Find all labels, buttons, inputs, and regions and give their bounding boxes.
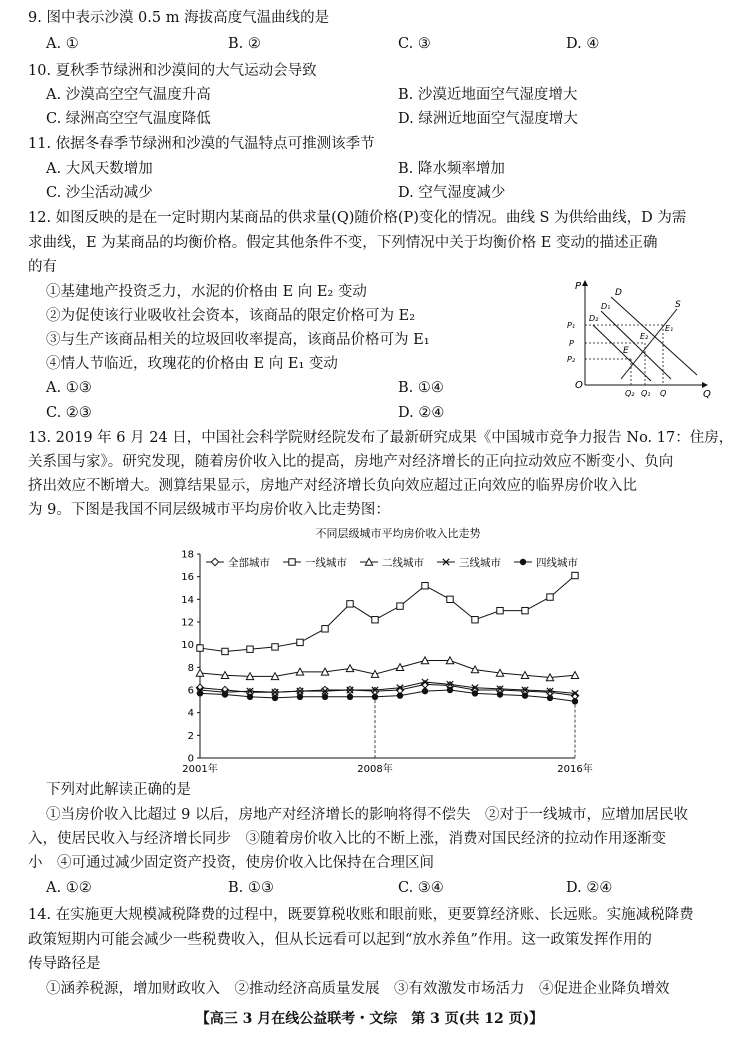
q13-option-b: B. ①③ <box>228 880 274 896</box>
q12-stem-line-3: 的有 <box>28 259 57 275</box>
q12-option-a: A. ①③ <box>46 380 92 396</box>
y-tick-label: 18 <box>181 549 194 561</box>
q13-after-chart: 下列对此解读正确的是 <box>46 782 191 798</box>
q12-option-c: C. ②③ <box>46 405 92 421</box>
series-4 <box>197 679 578 697</box>
point-dot <box>272 695 278 701</box>
diagram-label-e: E <box>623 346 629 356</box>
point-dot <box>422 688 428 694</box>
q14-items-line: ①涵养税源，增加财政收入 ②推动经济高质量发展 ③有效激发市场活力 ④促进企业降负增效 <box>46 981 670 997</box>
point-dot <box>397 692 403 698</box>
point-dot <box>222 691 228 697</box>
point-square <box>472 617 478 623</box>
q13-stem-line-3: 挤出效应不断增大。测算结果显示，房地产对经济增长负向效应超过正向效应的临界房价收入比 <box>28 478 637 494</box>
legend-label: 二线城市 <box>382 557 424 569</box>
point-square <box>547 594 553 600</box>
point-dot <box>522 692 528 698</box>
q11-option-d: D. 空气湿度减少 <box>398 185 506 201</box>
point-dot <box>372 694 378 700</box>
point-square <box>347 601 353 607</box>
diagram-label-q2: Q₂ <box>625 389 635 398</box>
q14-stem-line-2: 政策短期内可能会减少一些税费收入，但从长远看可以起到“放水养鱼”作用。这一政策发挥作用的 <box>28 932 652 948</box>
x-tick-label: 2016年 <box>557 764 593 775</box>
q11-option-b: B. 降水频率增加 <box>398 161 505 177</box>
diagram-label-d1: D₁ <box>601 302 611 311</box>
legend-label: 四线城市 <box>536 557 578 569</box>
point-diamond <box>321 686 328 693</box>
point-square <box>572 572 578 578</box>
y-tick-label: 10 <box>181 640 194 652</box>
q10-option-a: A. 沙漠高空空气温度升高 <box>46 87 211 103</box>
chart-plot <box>196 572 578 704</box>
diagram-label-q1: Q₁ <box>641 389 651 398</box>
q13-stem-line-4: 为 9。下图是我国不同层级城市平均房价收入比走势图： <box>28 502 390 518</box>
q13-option-c: C. ③④ <box>398 880 444 896</box>
legend-item-2 <box>283 556 347 569</box>
point-square <box>297 639 303 645</box>
legend-item-1 <box>206 556 270 569</box>
point-square <box>197 645 203 651</box>
supply-demand-diagram <box>565 275 715 400</box>
q13-stem-line-2: 关系国与家》。研究发现，随着房价收入比的提高，房地产对经济增长的正向拉动效应不断变小、负向 <box>28 454 674 470</box>
q12-option-b: B. ①④ <box>398 380 444 396</box>
y-tick-label: 2 <box>187 730 194 742</box>
point-dot <box>520 559 526 565</box>
diagram-label-e2: E₂ <box>640 332 649 341</box>
q12-item-4: ④情人节临近，玫瑰花的价格由 E 向 E₁ 变动 <box>46 356 338 372</box>
chart-title: 不同层级城市平均房价收入比走势 <box>315 527 481 540</box>
q14-stem-line-3: 传导路径是 <box>28 956 101 972</box>
point-square <box>422 583 428 589</box>
series-3 <box>196 657 578 681</box>
diagram-label-e1: E₁ <box>665 324 674 333</box>
q10-option-c: C. 绿洲高空空气温度降低 <box>46 111 211 127</box>
y-tick-label: 4 <box>187 708 194 720</box>
point-diamond <box>211 558 218 565</box>
q14-stem-line-1: 14. 在实施更大规模减税降费的过程中，既要算税收账和眼前账，更要算经济账、长远账。实施减税降费 <box>28 907 694 923</box>
point-dot <box>247 694 253 700</box>
point-dot <box>297 694 303 700</box>
q10-stem: 10. 夏秋季节绿洲和沙漠间的大气运动会导致 <box>28 63 317 79</box>
chart-legend <box>206 556 578 569</box>
point-dot <box>472 690 478 696</box>
point-square <box>372 617 378 623</box>
q9-option-c: C. ③ <box>398 36 431 52</box>
house-price-income-ratio-chart <box>160 522 600 780</box>
legend-item-4 <box>437 556 501 569</box>
diagram-label-p: P <box>569 339 574 348</box>
y-tick-label: 14 <box>181 594 194 606</box>
diagram-label-p2: P₂ <box>567 355 576 364</box>
diagram-axis-p: P <box>575 281 582 292</box>
q10-option-b: B. 沙漠近地面空气湿度增大 <box>398 87 578 103</box>
page-footer: 【高三 3 月在线公益联考・文综 第 3 页(共 12 页)】 <box>195 1011 544 1027</box>
point-square <box>247 646 253 652</box>
point-dot <box>572 698 578 704</box>
legend-label: 一线城市 <box>305 557 347 569</box>
q9-option-d: D. ④ <box>566 36 600 52</box>
point-dot <box>447 687 453 693</box>
point-dot <box>547 695 553 701</box>
q13-items-line-1: ①当房价收入比超过 9 以后，房地产对经济增长的影响将得不偿失 ②对于一线城市，应增加居民收 <box>46 807 688 823</box>
point-dot <box>322 694 328 700</box>
point-triangle <box>346 665 353 672</box>
diagram-label-p1: P₁ <box>567 321 576 330</box>
q9-option-b: B. ② <box>228 36 261 52</box>
q12-stem-line-1: 12. 如图反映的是在一定时期内某商品的供求量(Q)随价格(P)变化的情况。曲线 S 为供给曲线，D 为需 <box>28 210 687 226</box>
series-line <box>200 576 575 652</box>
q12-item-1: ①基建地产投资乏力，水泥的价格由 E 向 E₂ 变动 <box>46 284 367 300</box>
point-triangle <box>471 666 478 673</box>
q11-stem: 11. 依据冬春季节绿洲和沙漠的气温特点可推测该季节 <box>28 136 375 152</box>
legend-label: 三线城市 <box>459 557 501 569</box>
diagram-origin: O <box>575 380 583 391</box>
point-square <box>447 596 453 602</box>
series-line <box>200 661 575 678</box>
y-tick-label: 8 <box>187 662 194 674</box>
x-tick-label: 2008年 <box>357 764 393 775</box>
q10-option-d: D. 绿洲近地面空气湿度增大 <box>398 111 578 127</box>
diagram-label-d2: D₂ <box>589 314 599 323</box>
q9-option-a: A. ① <box>46 36 79 52</box>
q9-stem: 9. 图中表示沙漠 0.5 m 海拔高度气温曲线的是 <box>28 10 330 26</box>
legend-label: 全部城市 <box>228 557 270 569</box>
y-tick-label: 6 <box>187 685 194 697</box>
chart-axes <box>181 550 592 776</box>
point-square <box>322 626 328 632</box>
diagram-label-d: D <box>615 288 622 298</box>
diagram-label-q: Q <box>660 389 667 398</box>
q12-stem-line-2: 求曲线，E 为某商品的均衡价格。假定其他条件不变，下列情况中关于均衡价格 E 变动的描述正确 <box>28 235 658 251</box>
point-dot <box>347 694 353 700</box>
point-dot <box>497 691 503 697</box>
point-dot <box>197 690 203 696</box>
legend-item-3 <box>360 556 424 569</box>
legend-item-5 <box>514 556 578 569</box>
q12-item-2: ②为促使该行业吸收社会资本，该商品的限定价格可为 E₂ <box>46 308 416 324</box>
series-line <box>200 682 575 693</box>
q11-option-a: A. 大风天数增加 <box>46 161 153 177</box>
q12-item-3: ③与生产该商品相关的垃圾回收率提高，该商品价格可为 E₁ <box>46 332 430 348</box>
diagram-axis-q: Q <box>703 389 711 400</box>
q12-option-d: D. ②④ <box>398 405 445 421</box>
q13-items-line-2: 入，使居民收入与经济增长同步 ③随着房价收入比的不断上涨，消费对国民经济的拉动作用逐渐变 <box>28 831 666 847</box>
point-square <box>222 648 228 654</box>
point-square <box>497 607 503 613</box>
y-tick-label: 0 <box>187 753 194 765</box>
q13-items-line-3: 小 ④可通过减少固定资产投资，使房价收入比保持在合理区间 <box>28 855 434 871</box>
point-square <box>272 644 278 650</box>
y-tick-label: 16 <box>181 572 194 584</box>
x-tick-label: 2001年 <box>182 764 218 775</box>
q13-stem-line-1: 13. 2019 年 6 月 24 日，中国社会科学院财经院发布了最新研究成果《中国城市竞争力报告 No. 17：住房， <box>28 430 734 446</box>
diagram-label-s: S <box>675 300 681 310</box>
point-square <box>289 559 295 565</box>
q13-option-a: A. ①② <box>46 880 92 896</box>
point-square <box>522 607 528 613</box>
series-2 <box>197 572 578 654</box>
point-square <box>397 603 403 609</box>
q11-option-c: C. 沙尘活动减少 <box>46 185 153 201</box>
y-tick-label: 12 <box>181 617 194 629</box>
q13-option-d: D. ②④ <box>566 880 613 896</box>
